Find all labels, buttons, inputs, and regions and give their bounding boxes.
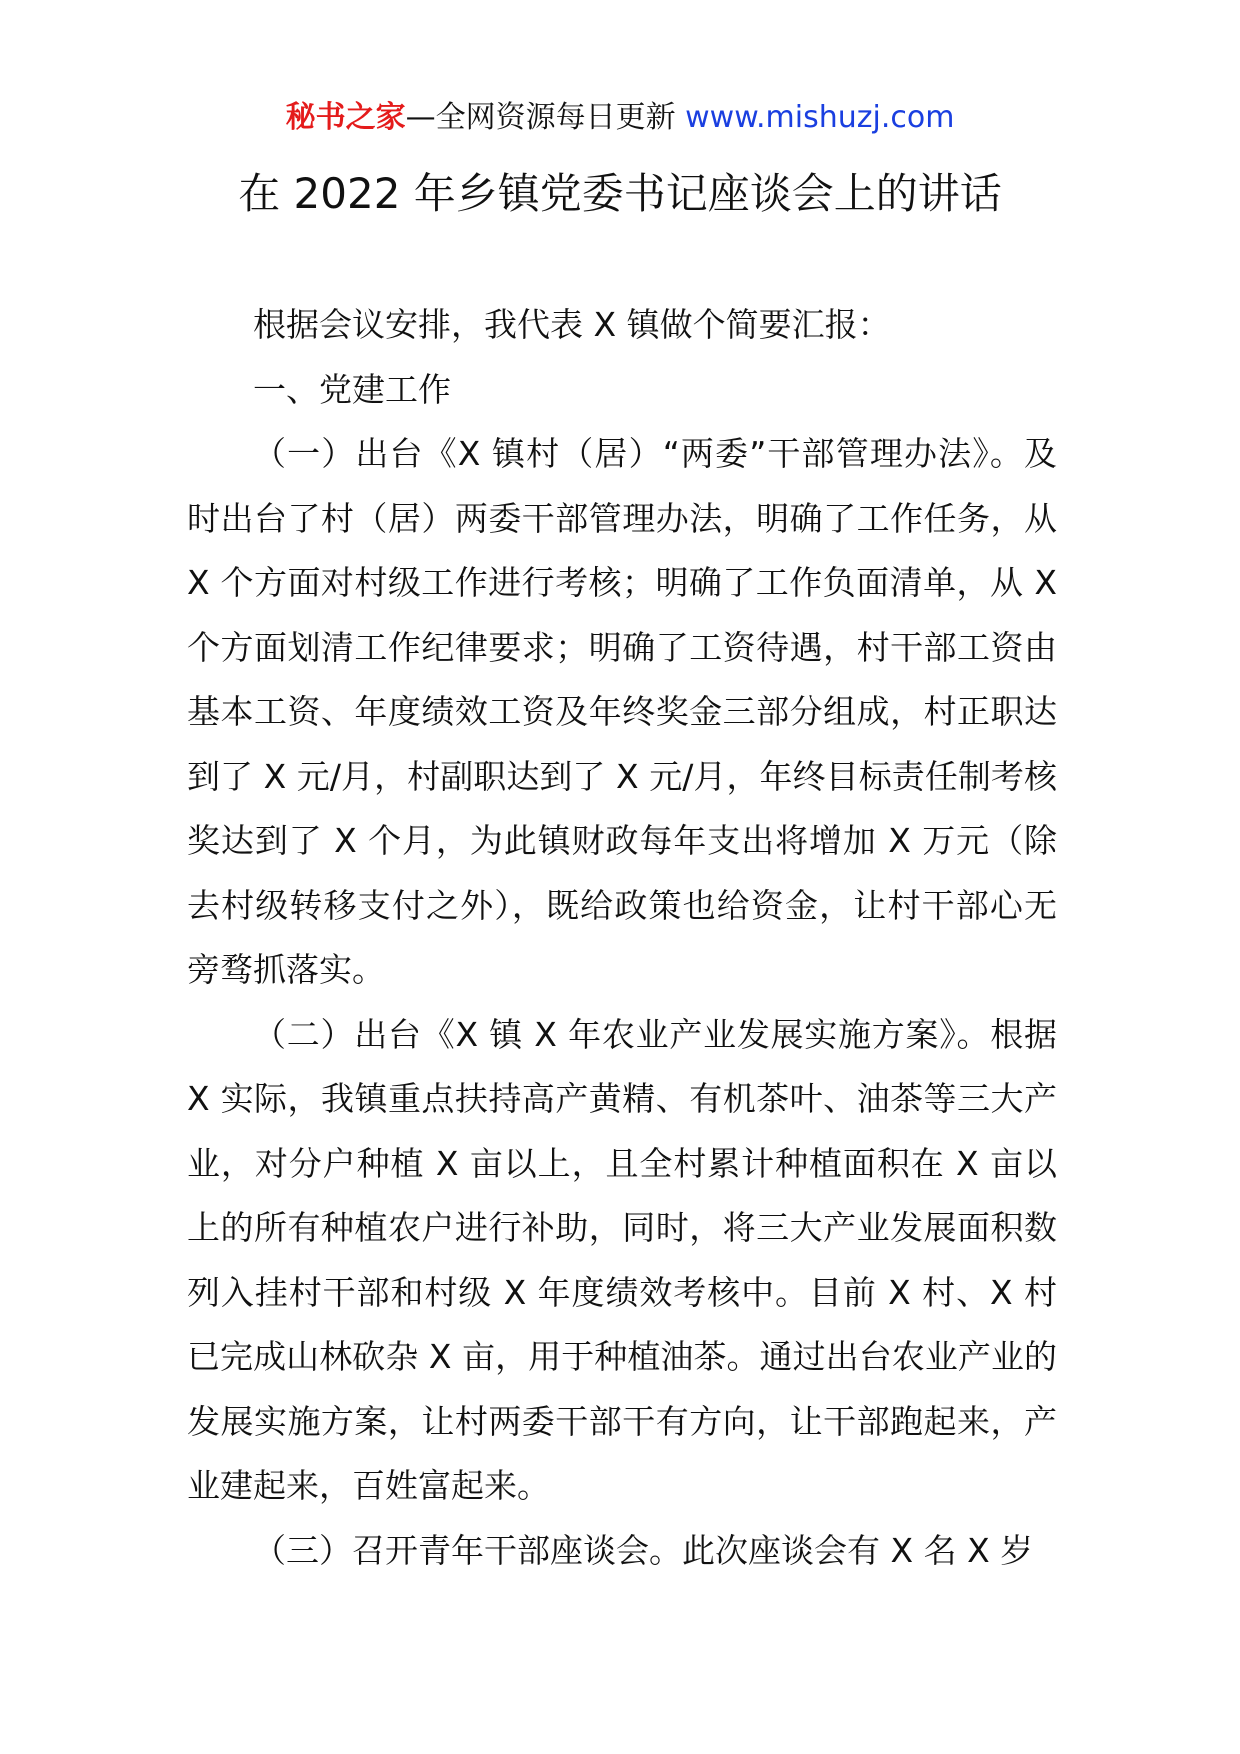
brand-name: 秘书之家 [285, 100, 406, 135]
header-tagline: —全网资源每日更新 [405, 100, 676, 135]
paragraph-item-2: （二）出台《X 镇 X 年农业产业发展实施方案》。根据 X 实际，我镇重点扶持高产黄精、有机茶叶、油茶等三大产业，对分户种植 X 亩以上，且全村累计种植面积在 X 亩以上的所有种植农户进行补助，同时，将三大产业发展面积数列入挂村干部和村级 X 年度绩效考核中。目前 X 村、X 村已完成山林砍杂 X 亩，用于种植油茶。通过出台农业产业的发展实施方案，让村两委干部干有方向，让干部跑起来，产业建起来，百姓富起来。 [187, 1014, 1057, 1505]
document-body [187, 293, 1057, 1583]
document-title: 在 2022 年乡镇党委书记座谈会上的讲话 [238, 169, 1002, 218]
section-heading-party-building: 一、党建工作 [253, 369, 451, 409]
paragraph-item-3: （三）召开青年干部座谈会。此次座谈会有 X 名 X 岁 [253, 1530, 1034, 1570]
site-link[interactable]: www.mishuzj.com [685, 100, 955, 135]
header-banner [0, 98, 1240, 138]
paragraph-intro: 根据会议安排，我代表 X 镇做个简要汇报： [253, 305, 891, 344]
paragraph-item-1: （一）出台《X 镇村（居）“两委”干部管理办法》。及时出台了村（居）两委干部管理办法，明确了工作任务，从 X 个方面对村级工作进行考核；明确了工作负面清单，从 X 个方面划清工作纪律要求；明确了工资待遇，村干部工资由基本工资、年度绩效工资及年终奖金三部分组成，村正职达到了 X 元/月，村副职达到了 X 元/月，年终目标责任制考核奖达到了 X 个月，为此镇财政每年支出将增加 X 万元（除去村级转移支付之外），既给政策也给资金，让村干部心无旁骛抓落实。 [187, 434, 1057, 989]
